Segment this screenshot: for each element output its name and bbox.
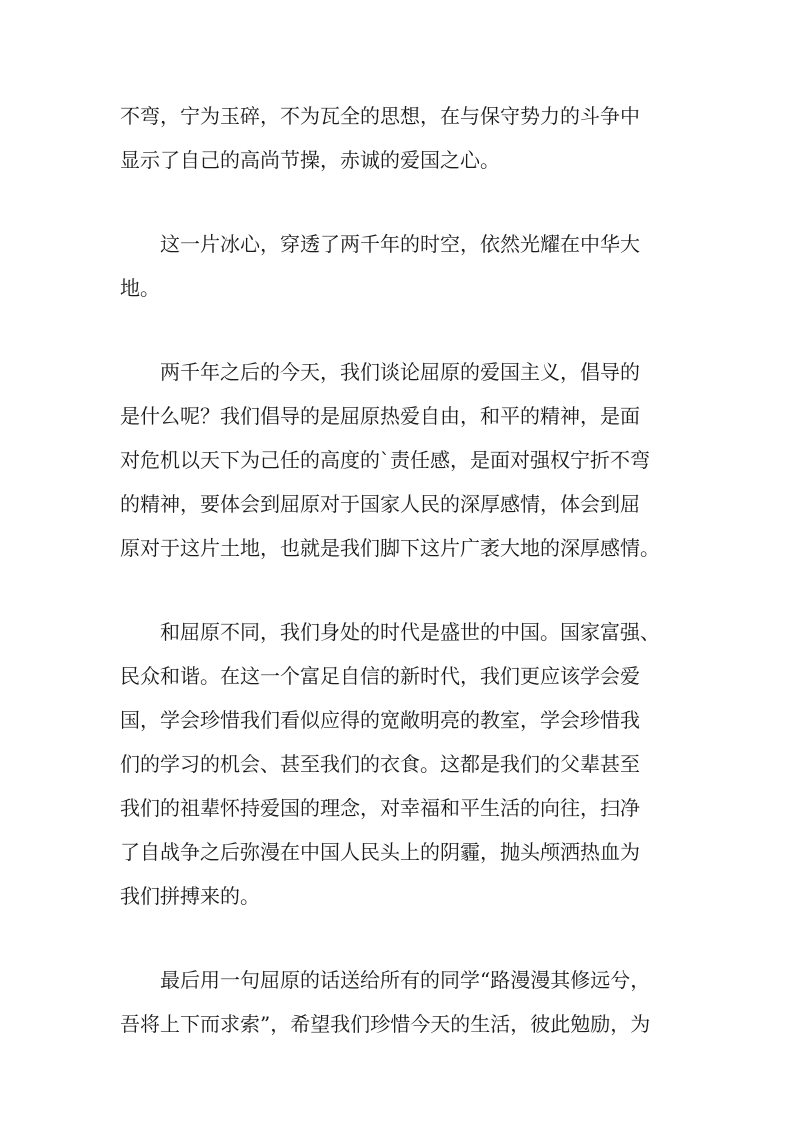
text-line [0,145,793,175]
text-line [0,533,793,563]
line-text: 和屈原不同，我们身处的时代是盛世的中国。国家富强、 [160,620,660,644]
text-line [0,965,793,995]
text-line [0,881,793,911]
line-text: 吾将上下而求索”，希望我们珍惜今天的生活，彼此勉励，为 [120,1012,651,1036]
text-line [0,489,793,519]
text-line [0,1009,793,1039]
text-line [0,357,793,387]
text-line [0,445,793,475]
line-text: 两千年之后的今天，我们谈论屈原的爱国主义，倡导的 [160,360,640,384]
text-line [0,837,793,867]
line-text: 们的学习的机会、甚至我们的衣食。这都是我们的父辈甚至 [120,752,640,776]
text-line [0,401,793,431]
line-text: 的精神，要体会到屈原对于国家人民的深厚感情，体会到屈 [120,492,640,516]
text-line [0,273,793,303]
line-text: 对危机以天下为己任的高度的`责任感，是面对强权宁折不弯 [120,448,650,472]
text-line [0,661,793,691]
line-text: 这一片冰心，穿透了两千年的时空，依然光耀在中华大 [160,232,640,256]
line-text: 了自战争之后弥漫在中国人民头上的阴霾，抛头颅洒热血为 [120,840,640,864]
text-line [0,749,793,779]
line-text: 地。 [120,276,160,300]
line-text: 我们的祖辈怀持爱国的理念，对幸福和平生活的向往，扫净 [120,796,640,820]
line-text: 原对于这片土地，也就是我们脚下这片广袤大地的深厚感情。 [120,536,660,560]
text-line [0,793,793,823]
line-text: 是什么呢？我们倡导的是屈原热爱自由，和平的精神，是面 [120,404,640,428]
line-text: 民众和谐。在这一个富足自信的新时代，我们更应该学会爱 [120,664,640,688]
line-text: 我们拼搏来的。 [120,884,260,908]
text-line [0,617,793,647]
line-text: 最后用一句屈原的话送给所有的同学“路漫漫其修远兮， [160,968,651,992]
line-text: 国，学会珍惜我们看似应得的宽敞明亮的教室，学会珍惜我 [120,708,640,732]
text-line [0,101,793,131]
text-line [0,229,793,259]
line-text: 不弯，宁为玉碎，不为瓦全的思想，在与保守势力的斗争中 [120,104,640,128]
line-text: 显示了自己的高尚节操，赤诚的爱国之心。 [120,148,500,172]
text-line [0,705,793,735]
